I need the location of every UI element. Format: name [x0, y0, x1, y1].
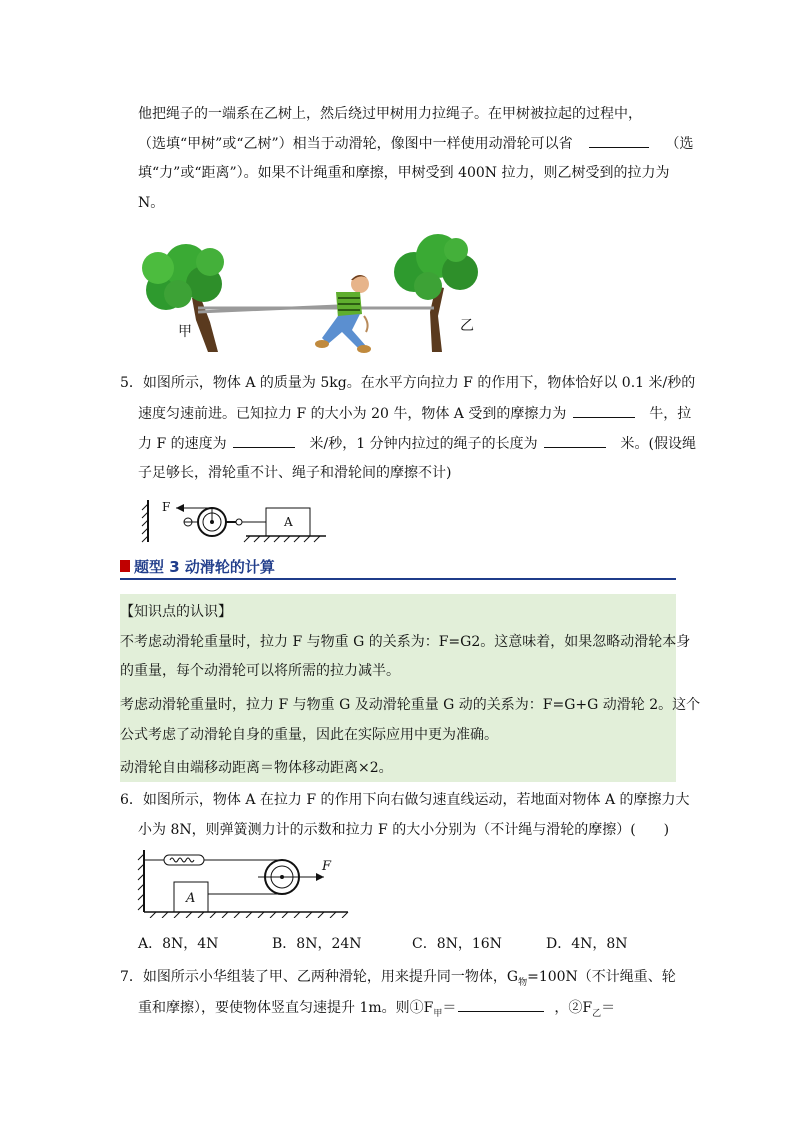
q7-line2 [138, 997, 615, 1024]
q5-line1: 5．如图所示，物体 A 的质量为 5kg。在水平方向拉力 F 的作用下，物体恰好以 0.1 米/秒的 [120, 375, 696, 391]
q5-line4: 子足够长，滑轮重不计、绳子和滑轮间的摩擦不计) [138, 465, 452, 481]
trees-rope-figure [138, 232, 498, 356]
section-title: 题型 3 动滑轮的计算 [134, 558, 275, 576]
knowledge-p1a: 不考虑动滑轮重量时，拉力 F 与物重 G 的关系为：F=G2。这意味着，如果忽略动滑轮本身 [120, 634, 691, 650]
label-jia: 甲 [178, 324, 192, 340]
q5-line3 [138, 433, 696, 454]
q5-label-F: F [162, 500, 171, 514]
q5-blank-length[interactable] [544, 433, 606, 448]
q5-line3-text-b: 米/秒，1 分钟内拉过的绳子的长度为 [309, 436, 538, 452]
section-underline [120, 578, 676, 580]
q6-option-b[interactable]: B．8N，24N [272, 936, 362, 952]
q5-blank-friction[interactable] [573, 403, 635, 418]
q6-line1: 6．如图所示，物体 A 在拉力 F 的作用下向右做匀速直线运动，若地面对物体 A 的摩擦力大 [120, 792, 690, 808]
q7-blank-jia[interactable] [458, 997, 544, 1012]
q4-line2 [138, 133, 694, 154]
q5-line2-text-a: 速度匀速前进。已知拉力 F 的大小为 20 牛，物体 A 受到的摩擦力为 [138, 406, 567, 422]
q5-line2-text-b: 牛，拉 [649, 406, 692, 422]
q6-option-d[interactable]: D．4N，8N [546, 936, 628, 952]
q5-line2 [138, 403, 691, 424]
knowledge-heading: 【知识点的认识】 [120, 604, 232, 620]
knowledge-p3: 动滑轮自由端移动距离＝物体移动距离×2。 [120, 760, 393, 776]
knowledge-box [120, 594, 676, 782]
q7-subscript-yi: 乙 [592, 1008, 602, 1019]
q4-line1: 他把绳子的一端系在乙树上，然后绕过甲树用力拉绳子。在甲树被拉起的过程中， [138, 106, 642, 122]
q7-line2-text-c: ，②F [554, 1000, 593, 1016]
q4-line3: 填“力”或“距离”）。如果不计绳重和摩擦，甲树受到 400N 拉力，则乙树受到的拉力为 [138, 165, 670, 181]
q5-blank-speed[interactable] [233, 433, 295, 448]
q6-option-c[interactable]: C．8N，16N [412, 936, 502, 952]
q6-line2: 小为 8N，则弹簧测力计的示数和拉力 F 的大小分别为（不计绳与滑轮的摩擦）( ) [138, 822, 670, 838]
knowledge-p1b: 的重量，每个动滑轮可以将所需的拉力减半。 [120, 663, 400, 679]
q7-line1-text-b: =100N（不计绳重、轮 [527, 969, 676, 985]
q6-label-F: F [322, 859, 332, 874]
q6-label-A: A [186, 891, 196, 906]
q6-spring-pulley-figure [136, 846, 352, 918]
q6-option-a[interactable]: A．8N，4N [138, 936, 219, 952]
q5-label-A: A [284, 515, 293, 529]
section-marker [120, 560, 130, 572]
tree-jia-trunk [192, 296, 218, 352]
q7-line1-text-a: 7．如图所示小华组装了甲、乙两种滑轮，用来提升同一物体，G [120, 969, 519, 985]
q4-line2-text-b: （选 [665, 136, 694, 152]
knowledge-p2a: 考虑动滑轮重量时，拉力 F 与物重 G 及动滑轮重量 G 动的关系为：F=G+G 动滑轮 2。这个 [120, 697, 701, 713]
q5-line3-text-c: 米。(假设绳 [620, 436, 696, 452]
q7-line2-text-b: ＝ [442, 1000, 457, 1016]
q4-line4: N。 [138, 195, 165, 211]
q7-subscript-jia: 甲 [433, 1008, 443, 1019]
q4-line2-text-a: （选填“甲树”或“乙树”）相当于动滑轮，像图中一样使用动滑轮可以省 [138, 136, 573, 152]
knowledge-p2b: 公式考虑了动滑轮自身的重量，因此在实际应用中更为准确。 [120, 727, 498, 743]
q7-line2-text-d: ＝ [601, 1000, 616, 1016]
q7-line2-text-a: 重和摩擦），要使物体竖直匀速提升 1m。则①F [138, 1000, 434, 1016]
q7-subscript-wu: 物 [518, 977, 528, 988]
q5-pulley-figure [140, 494, 330, 546]
label-yi: 乙 [460, 318, 474, 334]
q7-line1 [120, 967, 676, 993]
q4-blank-2[interactable] [589, 133, 649, 148]
q5-line3-text-a: 力 F 的速度为 [138, 436, 227, 452]
